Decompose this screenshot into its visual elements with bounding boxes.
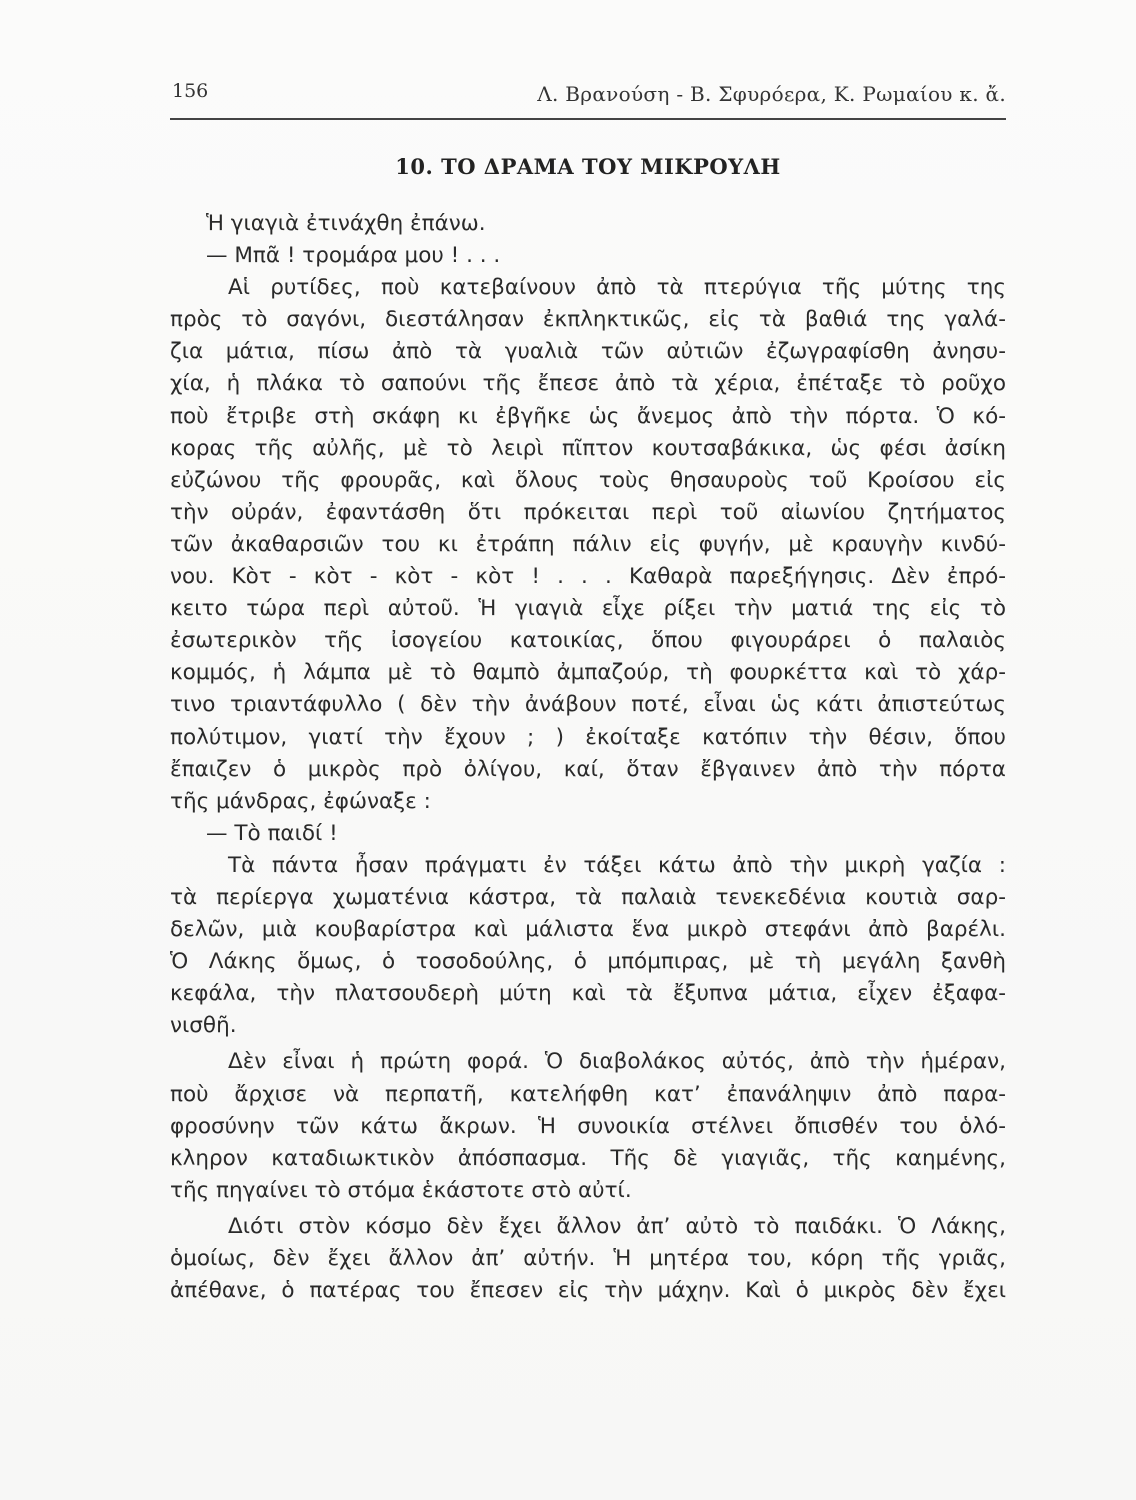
page-number: 156 <box>172 80 209 102</box>
text-line: ἔπαιζεν ὁ μικρὸς πρὸ ὀλίγου, καί, ὅταν ἔβγαινεν ἀπὸ τὴν πόρτα <box>170 756 1006 782</box>
text-line: πολύτιμον, γιατί τὴν ἔχουν ; ) ἐκοίταξε κατόπιν τὴν θέσιν, ὅπου <box>170 724 1006 750</box>
text-line: τὰ περίεργα χωματένια κάστρα, τὰ παλαιὰ τενεκεδένια κουτιὰ σαρ- <box>170 884 1006 910</box>
running-head: Λ. Βρανούση - Β. Σφυρόερα, Κ. Ρωμαίου κ. ἄ. <box>537 82 1006 106</box>
text-line: κομμός, ἡ λάμπα μὲ τὸ θαμπὸ ἀμπαζούρ, τὴ φουρκέττα καὶ τὸ χάρ- <box>170 660 1006 686</box>
text-line: κληρον καταδιωκτικὸν ἀπόσπασμα. Τῆς δὲ γιαγιᾶς, τῆς καημένης, <box>170 1145 1006 1171</box>
text-line: ἀπέθανε, ὁ πατέρας του ἔπεσεν εἰς τὴν μάχην. Καὶ ὁ μικρὸς δὲν ἔχει <box>170 1278 1006 1304</box>
page-header <box>170 74 1006 120</box>
text-line: κεφάλα, τὴν πλατσουδερὴ μύτη καὶ τὰ ἔξυπνα μάτια, εἶχεν ἐξαφα- <box>170 981 1006 1007</box>
text-line: δελῶν, μιὰ κουβαρίστρα καὶ μάλιστα ἕνα μικρὸ στεφάνι ἀπὸ βαρέλι. <box>170 917 1006 943</box>
text-line: ὁμοίως, δὲν ἔχει ἄλλον ἀπ’ αὐτήν. Ἡ μητέρα του, κόρη τῆς γριᾶς, <box>170 1246 1006 1271</box>
text-line: Ὁ Λάκης ὅμως, ὁ τοσοδούλης, ὁ μπόμπιρας, μὲ τὴ μεγάλη ξανθὴ <box>170 949 1006 975</box>
text-line: τινο τριαντάφυλλο ( δὲν τὴν ἀνάβουν ποτέ, εἶναι ὡς κάτι ἀπιστεύτως <box>170 692 1006 718</box>
text-line: κορας τῆς αὐλῆς, μὲ τὸ λειρὶ πῖπτον κουτσαβάκικα, ὡς φέσι ἀσίκη <box>170 435 1006 461</box>
text-line: τῆς μάνδρας, ἐφώναξε : <box>170 788 431 814</box>
text-line: εὐζώνου τῆς φρουρᾶς, καὶ ὅλους τοὺς θησαυροὺς τοῦ Κροίσου εἰς <box>170 467 1006 493</box>
text-line: ἐσωτερικὸν τῆς ἰσογείου κατοικίας, ὅπου φιγουράρει ὁ παλαιὸς <box>170 628 1006 654</box>
text-line: νισθῆ. <box>170 1013 237 1039</box>
text-line: ποὺ ἄρχισε νὰ περπατῆ, κατελήφθη κατ’ ἐπανάληψιν ἀπὸ παρα- <box>170 1081 1006 1107</box>
body-text <box>170 208 1006 1307</box>
text-line: Ἡ γιαγιὰ ἐτινάχθη ἐπάνω. <box>206 211 486 236</box>
text-line: φροσύνην τῶν κάτω ἄκρων. Ἡ συνοικία στέλνει ὄπισθέν του ὁλό- <box>170 1113 1006 1139</box>
text-line: πρὸς τὸ σαγόνι, διεστάλησαν ἐκπληκτικῶς, εἰς τὰ βαθιά της γαλά- <box>170 307 1006 333</box>
text-line: τῆς πηγαίνει τὸ στόμα ἑκάστοτε στὸ αὐτί. <box>170 1177 632 1203</box>
text-line: τῶν ἀκαθαρσιῶν του κι ἐτράπη πάλιν εἰς φυγήν, μὲ κραυγὴν κινδύ- <box>170 531 1006 557</box>
text-line: Τὰ πάντα ἦσαν πράγματι ἐν τάξει κάτω ἀπὸ τὴν μικρὴ γαζία : <box>228 852 1006 878</box>
text-line: Αἱ ρυτίδες, ποὺ κατεβαίνουν ἀπὸ τὰ πτερύγια τῆς μύτης της <box>228 275 1006 301</box>
text-line: χία, ἡ πλάκα τὸ σαπούνι τῆς ἔπεσε ἀπὸ τὰ χέρια, ἐπέταξε τὸ ροῦχο <box>170 371 1006 397</box>
text-line: — Μπᾶ ! τρομάρα μου ! . . . <box>206 243 501 269</box>
text-line: Δὲν εἶναι ἡ πρώτη φορά. Ὁ διαβολάκος αὐτός, ἀπὸ τὴν ἡμέραν, <box>228 1049 1006 1075</box>
text-line: νου. Κὸτ - κὸτ - κὸτ - κὸτ ! . . . Καθαρὰ παρεξήγησις. Δὲν ἐπρό- <box>170 564 1006 590</box>
text-line: Διότι στὸν κόσμο δὲν ἔχει ἄλλον ἀπ’ αὐτὸ τὸ παιδάκι. Ὁ Λάκης, <box>228 1213 1006 1239</box>
chapter-title: 10. ΤΟ ΔΡΑΜΑ ΤΟΥ ΜΙΚΡΟΥΛΗ <box>395 154 781 179</box>
text-line: κειτο τώρα περὶ αὐτοῦ. Ἡ γιαγιὰ εἶχε ρίξει τὴν ματιά της εἰς τὸ <box>170 596 1006 622</box>
text-line: ζια μάτια, πίσω ἀπὸ τὰ γυαλιὰ τῶν αὐτιῶν ἐζωγραφίσθη ἀνησυ- <box>170 339 1006 365</box>
text-line: — Τὸ παιδί ! <box>206 820 338 846</box>
text-line: τὴν οὐράν, ἐφαντάσθη ὅτι πρόκειται περὶ τοῦ αἰωνίου ζητήματος <box>170 499 1006 525</box>
text-line: ποὺ ἔτριβε στὴ σκάφη κι ἐβγῆκε ὡς ἄνεμος ἀπὸ τὴν πόρτα. Ὁ κό- <box>170 403 1006 429</box>
